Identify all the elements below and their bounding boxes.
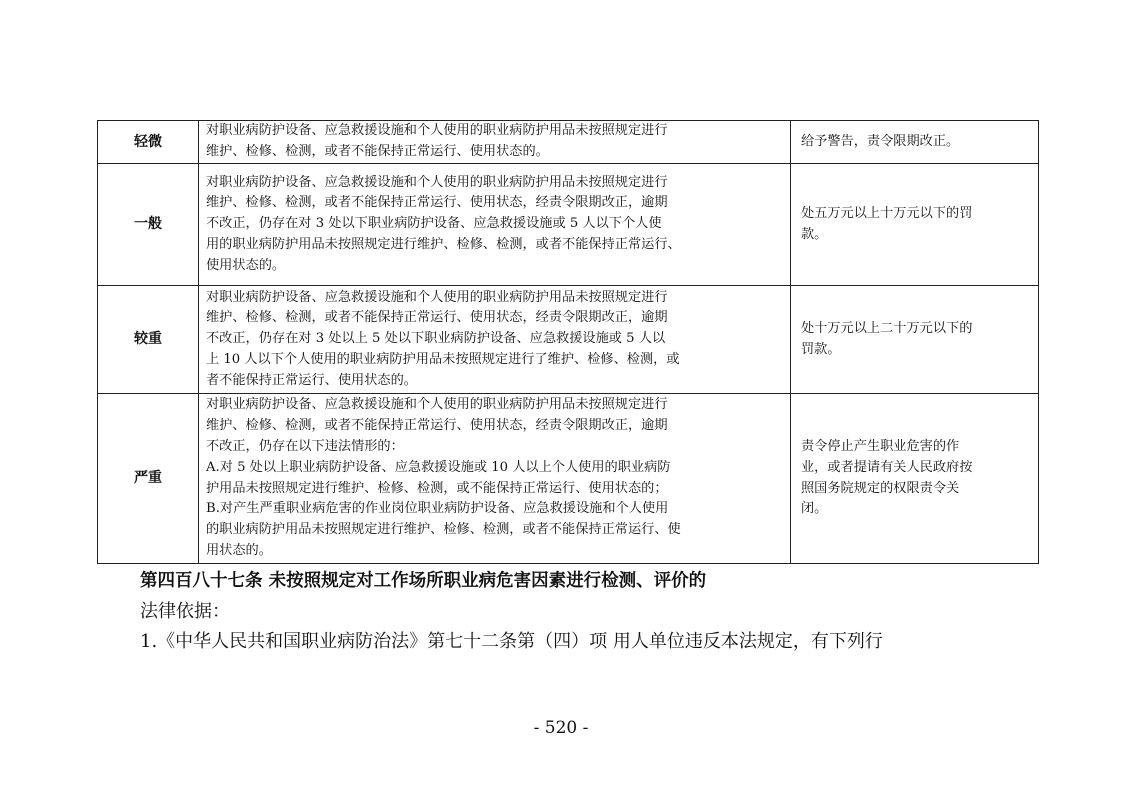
text-line: 维护、检修、检测，或者不能保持正常运行、使用状态，经责令限期改正，逾期: [206, 418, 668, 434]
text-line: 款。: [801, 226, 828, 242]
table-row: [98, 286, 1039, 394]
severity-level: 较重: [98, 286, 199, 394]
text-line: 处五万元以上十万元以下的罚: [801, 205, 973, 221]
text-line: 不改正，仍存在对 3 处以下职业病防护设备、应急救援设施或 5 人以下个人使: [206, 216, 662, 232]
text-line: 对职业病防护设备、应急救援设施和个人使用的职业病防护用品未按照规定进行: [206, 123, 668, 139]
severity-level: 一般: [98, 164, 199, 286]
text-line: 照国务院规定的权限责令关: [801, 480, 960, 496]
text-line: A.对 5 处以上职业病防护设备、应急救援设施或 10 人以上个人使用的职业病防: [206, 459, 671, 475]
text-line: 对职业病防护设备、应急救援设施和个人使用的职业病防护用品未按照规定进行: [206, 174, 668, 190]
severity-level: 轻微: [98, 121, 199, 164]
violation-description: [199, 286, 791, 394]
legal-basis-label: 法律依据：: [140, 601, 230, 622]
table-row: [98, 394, 1039, 564]
text-line: 维护、检修、检测，或者不能保持正常运行、使用状态的。: [206, 144, 549, 159]
text-line: 对职业病防护设备、应急救援设施和个人使用的职业病防护用品未按照规定进行: [206, 289, 668, 305]
text-line: 处十万元以上二十万元以下的: [801, 320, 973, 336]
text-line: 用状态的。: [206, 542, 272, 558]
text-line: 者不能保持正常运行、使用状态的。: [206, 372, 417, 388]
text-line: 不改正，仍存在对 3 处以上 5 处以下职业病防护设备、应急救援设施或 5 人以: [206, 331, 666, 347]
table-row: [98, 164, 1039, 286]
legal-basis-text: 1.《中华人民共和国职业病防治法》第七十二条第（四）项 用人单位违反本法规定，有下列行: [140, 631, 883, 652]
table-row: [98, 121, 1039, 164]
text-line: 护用品未按照规定进行维护、检修、检测，或不能保持正常运行、使用状态的；: [206, 480, 668, 496]
penalty-description: [791, 394, 1039, 564]
text-line: B.对产生严重职业病危害的作业岗位职业病防护设备、应急救援设施和个人使用: [206, 501, 669, 517]
page-number: - 520 -: [533, 718, 589, 738]
text-line: 不改正，仍存在以下违法情形的：: [206, 438, 404, 454]
text-line: 上 10 人以下个人使用的职业病防护用品未按照规定进行了维护、检修、检测，或: [206, 351, 680, 367]
text-line: 维护、检修、检测，或者不能保持正常运行、使用状态，经责令限期改正，逾期: [206, 195, 668, 211]
penalty-description: [791, 286, 1039, 394]
text-line: 用的职业病防护用品未按照规定进行维护、检修、检测，或者不能保持正常运行、: [206, 236, 681, 252]
text-line: 罚款。: [801, 341, 841, 357]
text-line: 维护、检修、检测，或者不能保持正常运行、使用状态，经责令限期改正，逾期: [206, 310, 668, 326]
penalty-description: [791, 164, 1039, 286]
text-line: 对职业病防护设备、应急救援设施和个人使用的职业病防护用品未按照规定进行: [206, 397, 668, 413]
article-heading: 第四百八十七条 未按照规定对工作场所职业病危害因素进行检测、评价的: [140, 571, 707, 591]
violation-description: [199, 394, 791, 564]
text-line: 责令停止产生职业危害的作: [801, 438, 960, 454]
text-line: 闭。: [801, 501, 828, 517]
text-line: 的职业病防护用品未按照规定进行维护、检修、检测，或者不能保持正常运行、使: [206, 522, 681, 538]
penalty-description: [791, 121, 1039, 164]
violation-description: [199, 164, 791, 286]
text-line: 给予警告，责令限期改正。: [801, 133, 960, 149]
text-line: 使用状态的。: [206, 257, 286, 273]
violation-description: [199, 121, 791, 164]
penalty-table: [97, 120, 1039, 564]
text-line: 业，或者提请有关人民政府按: [801, 459, 973, 475]
severity-level: 严重: [98, 394, 199, 564]
